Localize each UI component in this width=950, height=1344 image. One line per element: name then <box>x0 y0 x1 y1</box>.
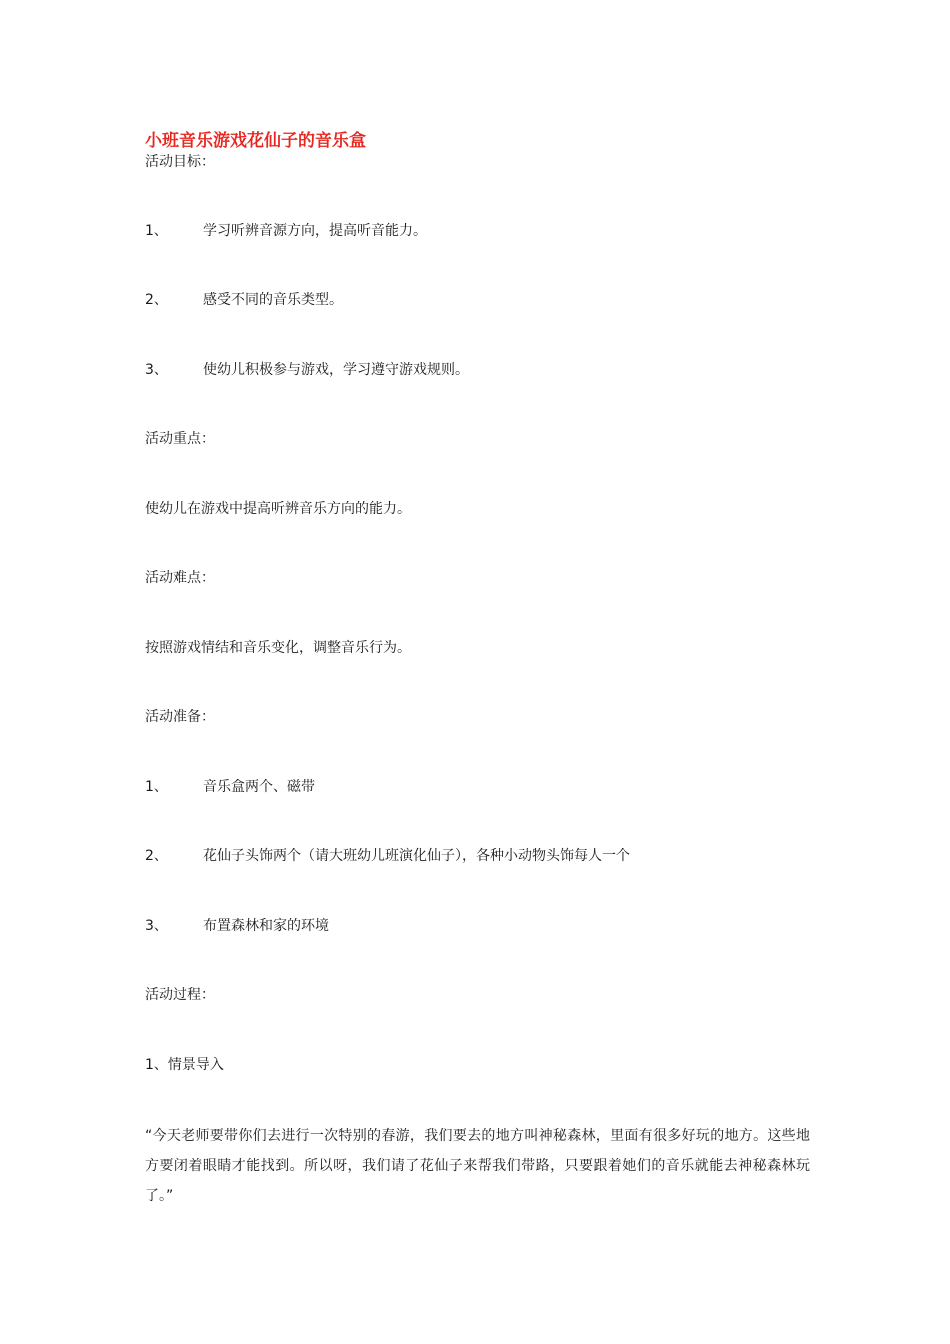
preparation-item-3-number: 3、 <box>145 918 168 934</box>
document-title: 小班音乐游戏花仙子的音乐盒 <box>145 131 366 151</box>
preparation-item-2 <box>145 846 630 866</box>
preparation-item-2-number: 2、 <box>145 848 168 864</box>
goal-item-1-text: 学习听辨音源方向，提高听音能力。 <box>203 223 427 239</box>
preparation-heading: 活动准备： <box>145 709 215 725</box>
goal-item-3-number: 3、 <box>145 362 168 378</box>
preparation-item-1 <box>145 777 315 797</box>
process-step-1-title: 1、情景导入 <box>145 1057 224 1073</box>
difficulty-heading: 活动难点： <box>145 570 215 586</box>
goal-item-3-text: 使幼儿积极参与游戏，学习遵守游戏规则。 <box>203 362 469 378</box>
goal-item-3 <box>145 360 469 380</box>
key-point-heading: 活动重点： <box>145 431 215 447</box>
goal-item-1 <box>145 221 427 241</box>
preparation-item-3-text: 布置森林和家的环境 <box>203 918 329 934</box>
process-step-1-text: “今天老师要带你们去进行一次特别的春游，我们要去的地方叫神秘森林，里面有很多好玩的地方。这些地方要闭着眼睛才能找到。所以呀，我们请了花仙子来帮我们带路，只要跟着她们的音乐就能去神秘森林玩了。” <box>145 1128 810 1204</box>
goal-item-2-text: 感受不同的音乐类型。 <box>203 292 343 308</box>
goals-heading: 活动目标： <box>145 154 215 170</box>
difficulty-text: 按照游戏情结和音乐变化，调整音乐行为。 <box>145 640 411 656</box>
preparation-item-1-number: 1、 <box>145 779 168 795</box>
process-heading: 活动过程： <box>145 987 215 1003</box>
goal-item-2-number: 2、 <box>145 292 168 308</box>
key-point-text: 使幼儿在游戏中提高听辨音乐方向的能力。 <box>145 501 411 517</box>
goal-item-1-number: 1、 <box>145 223 168 239</box>
preparation-item-3 <box>145 916 329 936</box>
preparation-item-2-text: 花仙子头饰两个（请大班幼儿班演化仙子），各种小动物头饰每人一个 <box>203 848 630 864</box>
preparation-item-1-text: 音乐盒两个、磁带 <box>203 779 315 795</box>
goal-item-2 <box>145 290 343 310</box>
